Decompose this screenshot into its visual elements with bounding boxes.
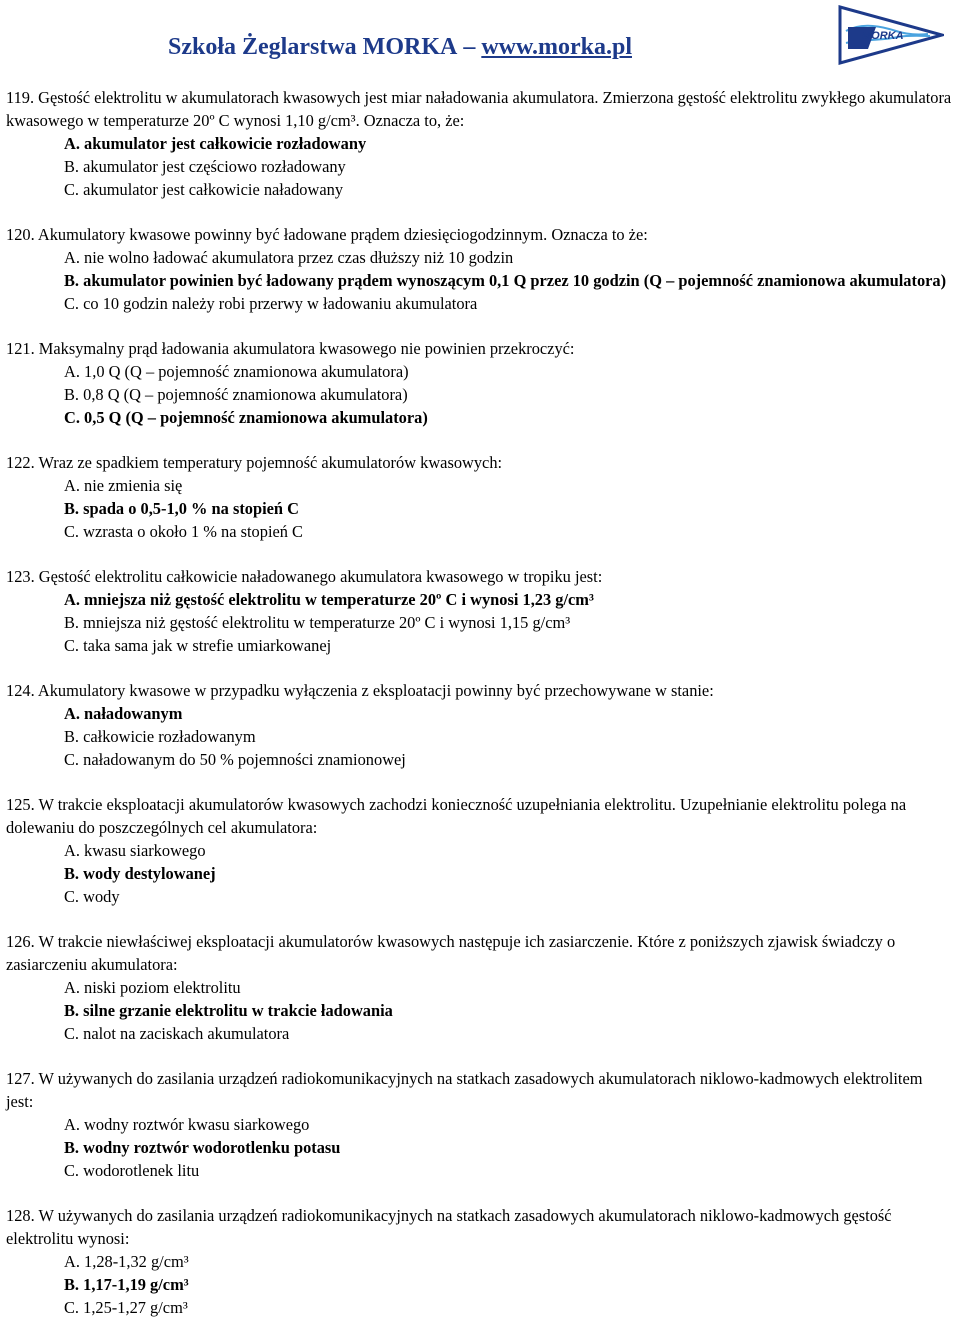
questions-list bbox=[6, 86, 952, 1341]
school-name: Szkoła Żeglarstwa MORKA bbox=[168, 34, 458, 60]
school-url-link[interactable]: www.morka.pl bbox=[481, 34, 632, 60]
question-block bbox=[6, 1204, 952, 1319]
question-text: 128. W używanych do zasilania urządzeń radiokomunikacyjnych na statkach zasadowych akumulatorach niklowo-kadmowych gęstość elektrolitu wynosi: bbox=[6, 1206, 892, 1248]
answer-option: C. akumulator jest całkowicie naładowany bbox=[64, 180, 344, 199]
question-text: 126. W trakcie niewłaściwej eksploatacji akumulatorów kwasowych następuje ich zasiarczenie. Które z poniższych zjawisk świadczy o zasiarczeniu akumulatora: bbox=[6, 932, 896, 974]
answer-option: C. wodorotlenek litu bbox=[64, 1161, 200, 1180]
question-text: 121. Maksymalny prąd ładowania akumulatora kwasowego nie powinien przekroczyć: bbox=[6, 339, 575, 358]
question-block bbox=[6, 337, 952, 429]
answer-option-correct: A. akumulator jest całkowicie rozładowany bbox=[64, 134, 367, 153]
answer-option-correct: B. spada o 0,5-1,0 % na stopień C bbox=[64, 499, 299, 518]
answer-option: B. 0,8 Q (Q – pojemność znamionowa akumulatora) bbox=[64, 385, 408, 404]
answer-option: C. wzrasta o około 1 % na stopień C bbox=[64, 522, 303, 541]
answer-option-correct: A. naładowanym bbox=[64, 704, 183, 723]
answer-option: C. naładowanym do 50 % pojemności znamionowej bbox=[64, 750, 406, 769]
answer-option-correct: B. wodny roztwór wodorotlenku potasu bbox=[64, 1138, 341, 1157]
answer-option: A. 1,0 Q (Q – pojemność znamionowa akumulatora) bbox=[64, 362, 409, 381]
question-text: 120. Akumulatory kwasowe powinny być ładowane prądem dziesięciogodzinnym. Oznacza to że: bbox=[6, 225, 648, 244]
answer-option: C. taka sama jak w strefie umiarkowanej bbox=[64, 636, 332, 655]
logo-text: MORKA bbox=[862, 30, 904, 42]
question-block bbox=[6, 451, 952, 543]
question-text: 119. Gęstość elektrolitu w akumulatorach kwasowych jest miar naładowania akumulatora. Zmierzona gęstość elektrolitu zwykłego akumulatora kwasowego w temperaturze 20º C wynosi 1,10 g/cm³. Oznacza to, że: bbox=[6, 88, 952, 130]
answer-option-correct: B. akumulator powinien być ładowany prądem wynoszącym 0,1 Q przez 10 godzin (Q – pojemność znamionowa akumulatora) bbox=[64, 271, 947, 290]
answer-option: A. nie zmienia się bbox=[64, 476, 183, 495]
question-text: 122. Wraz ze spadkiem temperatury pojemność akumulatorów kwasowych: bbox=[6, 453, 503, 472]
question-block bbox=[6, 679, 952, 771]
answer-option: A. kwasu siarkowego bbox=[64, 841, 206, 860]
question-block bbox=[6, 86, 952, 201]
answer-option-correct: B. silne grzanie elektrolitu w trakcie ładowania bbox=[64, 1001, 393, 1020]
answer-option: A. wodny roztwór kwasu siarkowego bbox=[64, 1115, 310, 1134]
answer-option: B. mniejsza niż gęstość elektrolitu w temperaturze 20º C i wynosi 1,15 g/cm³ bbox=[64, 613, 571, 632]
answer-option-correct: B. 1,17-1,19 g/cm³ bbox=[64, 1275, 189, 1294]
page-header bbox=[0, 0, 960, 70]
question-block bbox=[6, 223, 952, 315]
question-text: 125. W trakcie eksploatacji akumulatorów kwasowych zachodzi konieczność uzupełniania elektrolitu. Uzupełnianie elektrolitu polega na dolewaniu do poszczególnych cel akumulatora: bbox=[6, 795, 907, 837]
answer-option: A. niski poziom elektrolitu bbox=[64, 978, 241, 997]
morka-logo bbox=[838, 5, 944, 65]
answer-option: B. akumulator jest częściowo rozładowany bbox=[64, 157, 346, 176]
title-dash: – bbox=[463, 34, 476, 60]
question-text: 124. Akumulatory kwasowe w przypadku wyłączenia z eksploatacji powinny być przechowywane w stanie: bbox=[6, 681, 714, 700]
answer-option: C. nalot na zaciskach akumulatora bbox=[64, 1024, 290, 1043]
answer-option: C. wody bbox=[64, 887, 120, 906]
question-block bbox=[6, 793, 952, 908]
answer-option-correct: C. 0,5 Q (Q – pojemność znamionowa akumulatora) bbox=[64, 408, 428, 427]
question-text: 123. Gęstość elektrolitu całkowicie naładowanego akumulatora kwasowego w tropiku jest: bbox=[6, 567, 603, 586]
question-text: 127. W używanych do zasilania urządzeń radiokomunikacyjnych na statkach zasadowych akumulatorach niklowo-kadmowych elektrolitem jest: bbox=[6, 1069, 923, 1111]
answer-option: C. co 10 godzin należy robi przerwy w ładowaniu akumulatora bbox=[64, 294, 478, 313]
school-title bbox=[168, 34, 632, 61]
answer-option: A. 1,28-1,32 g/cm³ bbox=[64, 1252, 189, 1271]
question-block bbox=[6, 930, 952, 1045]
answer-option-correct: A. mniejsza niż gęstość elektrolitu w temperaturze 20º C i wynosi 1,23 g/cm³ bbox=[64, 590, 594, 609]
question-block bbox=[6, 565, 952, 657]
answer-option-correct: B. wody destylowanej bbox=[64, 864, 216, 883]
answer-option: B. całkowicie rozładowanym bbox=[64, 727, 256, 746]
question-block bbox=[6, 1067, 952, 1182]
answer-option: A. nie wolno ładować akumulatora przez czas dłuższy niż 10 godzin bbox=[64, 248, 514, 267]
answer-option: C. 1,25-1,27 g/cm³ bbox=[64, 1298, 188, 1317]
